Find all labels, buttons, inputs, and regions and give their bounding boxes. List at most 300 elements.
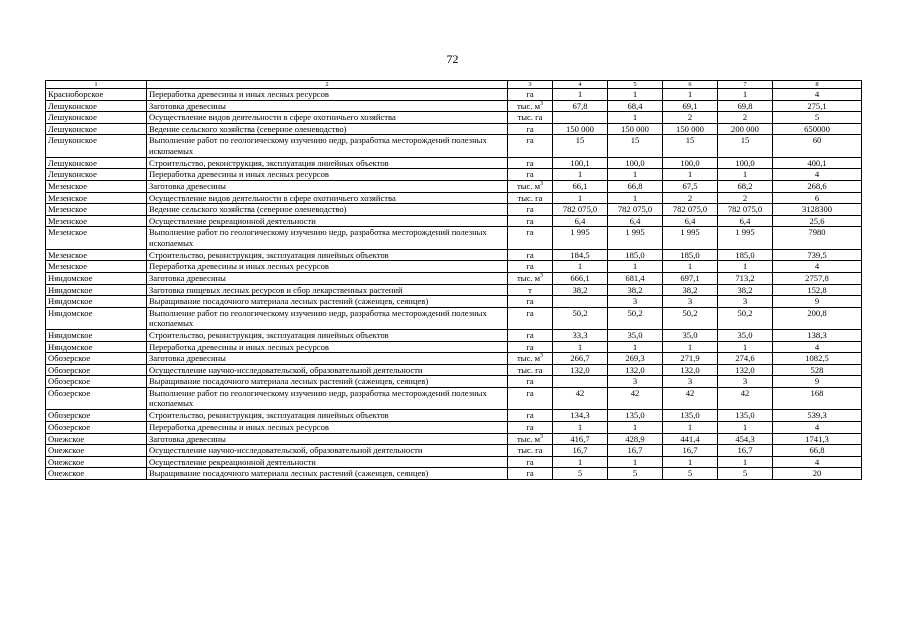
- year-value-cell: 100,0: [663, 157, 718, 169]
- year-value-cell: 269,3: [608, 353, 663, 365]
- activity-cell: Осуществление видов деятельности в сфере охотничьего хозяйства: [147, 192, 508, 204]
- unit-cell: [508, 341, 553, 353]
- year-value-cell: 428,9: [608, 433, 663, 445]
- table-row: [46, 100, 862, 112]
- year-value-cell: 150 000: [608, 123, 663, 135]
- year-value-cell: 15: [718, 135, 773, 157]
- unit-cell: [508, 422, 553, 434]
- year-value-cell: 782 075,0: [663, 204, 718, 216]
- unit-text: га: [526, 169, 534, 180]
- total-cell: 20: [773, 468, 862, 480]
- activity-cell: Переработка древесины и иных лесных ресурсов: [147, 261, 508, 273]
- activity-cell: Переработка древесины и иных лесных ресурсов: [147, 341, 508, 353]
- unit-cell: [508, 204, 553, 216]
- unit-superscript: 3: [540, 273, 544, 280]
- unit-superscript: 3: [540, 100, 544, 107]
- unit-cell: [508, 192, 553, 204]
- year-value-cell: 3: [718, 296, 773, 308]
- year-value-cell: 15: [608, 135, 663, 157]
- activity-cell: Выполнение работ по геологическому изучению недр, разработка месторождений полезных ископаемых: [147, 227, 508, 249]
- district-cell: Мезенское: [46, 261, 147, 273]
- year-value-cell: 68,2: [718, 180, 773, 192]
- activity-cell: Переработка древесины и иных лесных ресурсов: [147, 169, 508, 181]
- year-value-cell: 135,0: [718, 410, 773, 422]
- year-value-cell: 16,7: [718, 445, 773, 457]
- table-row: [46, 123, 862, 135]
- activity-cell: Строительство, реконструкция, эксплуатация линейных объектов: [147, 410, 508, 422]
- activity-cell: Выполнение работ по геологическому изучению недр, разработка месторождений полезных ископаемых: [147, 307, 508, 329]
- total-cell: 650000: [773, 123, 862, 135]
- total-cell: 275,1: [773, 100, 862, 112]
- year-value-cell: 6,4: [663, 215, 718, 227]
- total-cell: 1082,5: [773, 353, 862, 365]
- year-value-cell: 1: [718, 261, 773, 273]
- year-value-cell: 38,2: [718, 284, 773, 296]
- district-cell: Няндомское: [46, 341, 147, 353]
- unit-cell: [508, 376, 553, 388]
- year-value-cell: 132,0: [718, 364, 773, 376]
- year-value-cell: 42: [553, 388, 608, 410]
- unit-cell: [508, 445, 553, 457]
- year-value-cell: 1: [553, 456, 608, 468]
- activity-cell: Осуществление рекреационной деятельности: [147, 456, 508, 468]
- table-row: [46, 89, 862, 101]
- year-value-cell: 681,4: [608, 272, 663, 284]
- year-value-cell: 66,8: [608, 180, 663, 192]
- year-value-cell: 150 000: [663, 123, 718, 135]
- year-value-cell: 5: [553, 468, 608, 480]
- year-value-cell: 1: [663, 261, 718, 273]
- unit-text: тыс. м: [516, 433, 541, 444]
- total-cell: 168: [773, 388, 862, 410]
- district-cell: Няндомское: [46, 284, 147, 296]
- year-value-cell: 15: [553, 135, 608, 157]
- district-cell: Мезенское: [46, 192, 147, 204]
- year-value-cell: 184,5: [553, 249, 608, 261]
- unit-cell: [508, 180, 553, 192]
- unit-cell: [508, 456, 553, 468]
- total-cell: 7980: [773, 227, 862, 249]
- year-value-cell: [553, 112, 608, 124]
- year-value-cell: 1: [608, 192, 663, 204]
- unit-cell: [508, 157, 553, 169]
- table-row: [46, 261, 862, 273]
- district-cell: Обозерское: [46, 388, 147, 410]
- district-cell: Красноборское: [46, 89, 147, 101]
- activity-cell: Осуществление рекреационной деятельности: [147, 215, 508, 227]
- year-value-cell: 3: [718, 376, 773, 388]
- year-value-cell: 1: [718, 456, 773, 468]
- year-value-cell: 782 075,0: [608, 204, 663, 216]
- total-cell: 739,5: [773, 249, 862, 261]
- year-value-cell: 185,0: [663, 249, 718, 261]
- unit-text: тыс. га: [517, 364, 543, 375]
- total-cell: 6: [773, 192, 862, 204]
- activity-cell: Строительство, реконструкция, эксплуатация линейных объектов: [147, 330, 508, 342]
- unit-text: га: [526, 410, 534, 421]
- unit-cell: [508, 100, 553, 112]
- table-row: [46, 112, 862, 124]
- district-cell: Обозерское: [46, 364, 147, 376]
- activity-cell: Осуществление научно-исследовательской, образовательной деятельности: [147, 445, 508, 457]
- activity-cell: Строительство, реконструкция, эксплуатация линейных объектов: [147, 249, 508, 261]
- unit-text: га: [526, 249, 534, 260]
- district-cell: Лешуконское: [46, 169, 147, 181]
- table-row: [46, 307, 862, 329]
- unit-superscript: 3: [540, 181, 544, 188]
- year-value-cell: 271,9: [663, 353, 718, 365]
- unit-cell: [508, 433, 553, 445]
- column-number-row: [46, 81, 862, 89]
- unit-text: тыс. м: [516, 100, 541, 111]
- table-row: [46, 468, 862, 480]
- year-value-cell: 6,4: [718, 215, 773, 227]
- year-value-cell: 69,1: [663, 100, 718, 112]
- table-row: [46, 180, 862, 192]
- district-cell: Лешуконское: [46, 123, 147, 135]
- year-value-cell: 69,8: [718, 100, 773, 112]
- activity-cell: Ведение сельского хозяйства (северное оленеводство): [147, 123, 508, 135]
- total-cell: 1741,3: [773, 433, 862, 445]
- column-number-cell: 6: [663, 81, 718, 89]
- table-row: [46, 169, 862, 181]
- district-cell: Лешуконское: [46, 112, 147, 124]
- year-value-cell: 1: [608, 169, 663, 181]
- district-cell: Лешуконское: [46, 100, 147, 112]
- year-value-cell: 1: [663, 456, 718, 468]
- year-value-cell: 1: [718, 422, 773, 434]
- year-value-cell: 1 995: [608, 227, 663, 249]
- district-cell: Лешуконское: [46, 157, 147, 169]
- year-value-cell: 1 995: [663, 227, 718, 249]
- table-row: [46, 192, 862, 204]
- year-value-cell: 1: [553, 422, 608, 434]
- total-cell: 25,6: [773, 215, 862, 227]
- year-value-cell: 3: [608, 296, 663, 308]
- year-value-cell: 1: [553, 261, 608, 273]
- unit-cell: [508, 468, 553, 480]
- unit-text: га: [526, 468, 534, 479]
- district-cell: Онежское: [46, 456, 147, 468]
- year-value-cell: 1: [608, 422, 663, 434]
- activity-cell: Ведение сельского хозяйства (северное оленеводство): [147, 204, 508, 216]
- unit-text: тыс. м: [516, 353, 541, 364]
- unit-cell: [508, 89, 553, 101]
- unit-text: га: [526, 215, 534, 226]
- year-value-cell: 132,0: [553, 364, 608, 376]
- unit-text: га: [526, 135, 534, 146]
- unit-text: га: [526, 123, 534, 134]
- column-number-cell: 1: [46, 81, 147, 89]
- district-cell: Онежское: [46, 468, 147, 480]
- table-row: [46, 215, 862, 227]
- total-cell: 2757,8: [773, 272, 862, 284]
- year-value-cell: 441,4: [663, 433, 718, 445]
- year-value-cell: 1: [718, 341, 773, 353]
- year-value-cell: 42: [663, 388, 718, 410]
- activity-cell: Выполнение работ по геологическому изучению недр, разработка месторождений полезных ископаемых: [147, 388, 508, 410]
- unit-text: т: [528, 284, 532, 295]
- page-number: 72: [446, 52, 459, 66]
- district-cell: Няндомское: [46, 307, 147, 329]
- year-value-cell: 33,3: [553, 330, 608, 342]
- total-cell: 138,3: [773, 330, 862, 342]
- table-row: [46, 364, 862, 376]
- district-cell: Мезенское: [46, 204, 147, 216]
- unit-cell: [508, 388, 553, 410]
- column-number-cell: 5: [608, 81, 663, 89]
- activity-cell: Строительство, реконструкция, эксплуатация линейных объектов: [147, 157, 508, 169]
- unit-text: га: [526, 296, 534, 307]
- year-value-cell: 15: [663, 135, 718, 157]
- year-value-cell: 1: [718, 169, 773, 181]
- year-value-cell: 50,2: [608, 307, 663, 329]
- year-value-cell: 1: [553, 89, 608, 101]
- unit-cell: [508, 296, 553, 308]
- year-value-cell: 1: [608, 261, 663, 273]
- year-value-cell: 16,7: [553, 445, 608, 457]
- year-value-cell: 1: [553, 169, 608, 181]
- district-cell: Мезенское: [46, 227, 147, 249]
- total-cell: 528: [773, 364, 862, 376]
- unit-text: тыс. га: [517, 445, 543, 456]
- year-value-cell: 1: [663, 422, 718, 434]
- district-cell: Няндомское: [46, 330, 147, 342]
- unit-text: тыс. м: [516, 180, 541, 191]
- unit-text: га: [526, 456, 534, 467]
- activity-cell: Осуществление видов деятельности в сфере охотничьего хозяйства: [147, 112, 508, 124]
- table-row: [46, 227, 862, 249]
- table-row: [46, 272, 862, 284]
- total-cell: 200,8: [773, 307, 862, 329]
- activity-cell: Выполнение работ по геологическому изучению недр, разработка месторождений полезных ископаемых: [147, 135, 508, 157]
- total-cell: 268,6: [773, 180, 862, 192]
- activity-cell: Заготовка древесины: [147, 100, 508, 112]
- activity-cell: Выращивание посадочного материала лесных растений (саженцев, сеянцев): [147, 468, 508, 480]
- year-value-cell: 713,2: [718, 272, 773, 284]
- year-value-cell: 266,7: [553, 353, 608, 365]
- year-value-cell: 50,2: [718, 307, 773, 329]
- table-row: [46, 135, 862, 157]
- year-value-cell: [553, 296, 608, 308]
- unit-text: га: [526, 341, 534, 352]
- year-value-cell: 66,1: [553, 180, 608, 192]
- unit-cell: [508, 249, 553, 261]
- year-value-cell: 150 000: [553, 123, 608, 135]
- district-cell: Мезенское: [46, 180, 147, 192]
- total-cell: 152,8: [773, 284, 862, 296]
- year-value-cell: 2: [663, 112, 718, 124]
- unit-text: га: [526, 388, 534, 399]
- table-row: [46, 422, 862, 434]
- year-value-cell: 782 075,0: [553, 204, 608, 216]
- district-cell: Онежское: [46, 445, 147, 457]
- activity-cell: Переработка древесины и иных лесных ресурсов: [147, 89, 508, 101]
- year-value-cell: 1: [608, 89, 663, 101]
- year-value-cell: 454,3: [718, 433, 773, 445]
- unit-cell: [508, 215, 553, 227]
- year-value-cell: 1: [608, 341, 663, 353]
- total-cell: 539,3: [773, 410, 862, 422]
- year-value-cell: 3: [663, 376, 718, 388]
- total-cell: 4: [773, 89, 862, 101]
- year-value-cell: 16,7: [608, 445, 663, 457]
- year-value-cell: 1: [553, 192, 608, 204]
- table-row: [46, 284, 862, 296]
- district-cell: Няндомское: [46, 296, 147, 308]
- year-value-cell: 5: [663, 468, 718, 480]
- year-value-cell: 42: [608, 388, 663, 410]
- activity-cell: Заготовка древесины: [147, 433, 508, 445]
- year-value-cell: 782 075,0: [718, 204, 773, 216]
- unit-cell: [508, 307, 553, 329]
- table-row: [46, 157, 862, 169]
- year-value-cell: 1: [663, 341, 718, 353]
- district-cell: Мезенское: [46, 249, 147, 261]
- year-value-cell: 1: [663, 169, 718, 181]
- unit-cell: [508, 261, 553, 273]
- year-value-cell: 135,0: [663, 410, 718, 422]
- year-value-cell: 100,1: [553, 157, 608, 169]
- year-value-cell: 38,2: [663, 284, 718, 296]
- year-value-cell: 1: [608, 456, 663, 468]
- column-number-cell: 8: [773, 81, 862, 89]
- year-value-cell: 1: [553, 341, 608, 353]
- district-cell: Лешуконское: [46, 135, 147, 157]
- activity-cell: Выращивание посадочного материала лесных растений (саженцев, сеянцев): [147, 376, 508, 388]
- year-value-cell: 67,5: [663, 180, 718, 192]
- district-cell: Обозерское: [46, 376, 147, 388]
- year-value-cell: [553, 376, 608, 388]
- total-cell: 9: [773, 376, 862, 388]
- activity-cell: Заготовка пищевых лесных ресурсов и сбор лекарственных растений: [147, 284, 508, 296]
- activity-cell: Выращивание посадочного материала лесных растений (саженцев, сеянцев): [147, 296, 508, 308]
- total-cell: 4: [773, 261, 862, 273]
- year-value-cell: 6,4: [608, 215, 663, 227]
- unit-cell: [508, 284, 553, 296]
- year-value-cell: 100,0: [608, 157, 663, 169]
- total-cell: 4: [773, 422, 862, 434]
- unit-text: тыс. м: [516, 272, 541, 283]
- table-row: [46, 388, 862, 410]
- table-row: [46, 433, 862, 445]
- unit-text: га: [526, 89, 534, 99]
- unit-text: га: [526, 261, 534, 272]
- year-value-cell: 100,0: [718, 157, 773, 169]
- table-row: [46, 249, 862, 261]
- unit-text: га: [526, 157, 534, 168]
- forest-use-table: [45, 80, 862, 480]
- year-value-cell: 2: [718, 192, 773, 204]
- unit-text: га: [526, 227, 534, 238]
- year-value-cell: 274,6: [718, 353, 773, 365]
- year-value-cell: 135,0: [608, 410, 663, 422]
- unit-cell: [508, 272, 553, 284]
- year-value-cell: 1: [608, 112, 663, 124]
- unit-text: га: [526, 376, 534, 387]
- year-value-cell: 697,1: [663, 272, 718, 284]
- unit-superscript: 3: [540, 433, 544, 440]
- year-value-cell: 35,0: [663, 330, 718, 342]
- unit-cell: [508, 169, 553, 181]
- table-row: [46, 410, 862, 422]
- year-value-cell: 416,7: [553, 433, 608, 445]
- unit-cell: [508, 330, 553, 342]
- unit-text: га: [526, 307, 534, 318]
- table-row: [46, 353, 862, 365]
- total-cell: 3128300: [773, 204, 862, 216]
- unit-superscript: 3: [540, 353, 544, 360]
- unit-cell: [508, 135, 553, 157]
- activity-cell: Заготовка древесины: [147, 272, 508, 284]
- table-row: [46, 456, 862, 468]
- year-value-cell: 5: [718, 468, 773, 480]
- year-value-cell: 134,3: [553, 410, 608, 422]
- year-value-cell: 3: [663, 296, 718, 308]
- year-value-cell: 42: [718, 388, 773, 410]
- total-cell: 9: [773, 296, 862, 308]
- year-value-cell: 185,0: [718, 249, 773, 261]
- column-number-cell: 7: [718, 81, 773, 89]
- activity-cell: Осуществление научно-исследовательской, образовательной деятельности: [147, 364, 508, 376]
- unit-cell: [508, 410, 553, 422]
- activity-cell: Заготовка древесины: [147, 180, 508, 192]
- year-value-cell: 68,4: [608, 100, 663, 112]
- table-row: [46, 376, 862, 388]
- year-value-cell: 6,4: [553, 215, 608, 227]
- year-value-cell: 50,2: [553, 307, 608, 329]
- district-cell: Онежское: [46, 433, 147, 445]
- unit-cell: [508, 112, 553, 124]
- total-cell: 60: [773, 135, 862, 157]
- unit-text: га: [526, 422, 534, 433]
- column-number-cell: 3: [508, 81, 553, 89]
- unit-cell: [508, 123, 553, 135]
- year-value-cell: 132,0: [663, 364, 718, 376]
- district-cell: Няндомское: [46, 272, 147, 284]
- table-row: [46, 341, 862, 353]
- table-row: [46, 445, 862, 457]
- year-value-cell: 38,2: [608, 284, 663, 296]
- unit-cell: [508, 364, 553, 376]
- district-cell: Обозерское: [46, 410, 147, 422]
- total-cell: 4: [773, 341, 862, 353]
- table-row: [46, 330, 862, 342]
- unit-text: га: [526, 204, 534, 215]
- year-value-cell: 132,0: [608, 364, 663, 376]
- year-value-cell: 1 995: [553, 227, 608, 249]
- total-cell: 400,1: [773, 157, 862, 169]
- activity-cell: Заготовка древесины: [147, 353, 508, 365]
- year-value-cell: 2: [718, 112, 773, 124]
- year-value-cell: 50,2: [663, 307, 718, 329]
- year-value-cell: 1 995: [718, 227, 773, 249]
- year-value-cell: 2: [663, 192, 718, 204]
- year-value-cell: 38,2: [553, 284, 608, 296]
- year-value-cell: 1: [663, 89, 718, 101]
- year-value-cell: 35,0: [718, 330, 773, 342]
- district-cell: Обозерское: [46, 353, 147, 365]
- year-value-cell: 67,8: [553, 100, 608, 112]
- total-cell: 5: [773, 112, 862, 124]
- unit-text: га: [526, 330, 534, 341]
- table-row: [46, 204, 862, 216]
- year-value-cell: 16,7: [663, 445, 718, 457]
- district-cell: Обозерское: [46, 422, 147, 434]
- table-row: [46, 296, 862, 308]
- year-value-cell: 185,0: [608, 249, 663, 261]
- total-cell: 66,8: [773, 445, 862, 457]
